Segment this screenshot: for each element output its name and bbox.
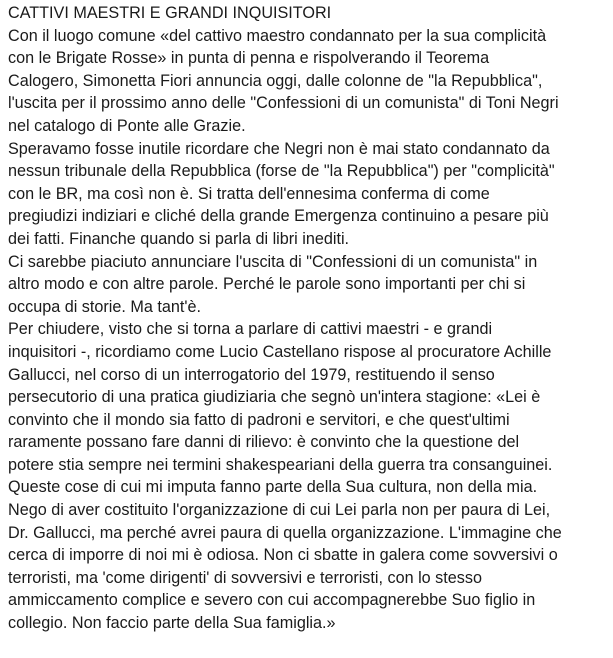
text-line: collegio. Non faccio parte della Sua famiglia.» (8, 614, 336, 633)
text-line: Gallucci, nel corso di un interrogatorio del 1979, restituendo il senso (8, 365, 495, 384)
text-line: nel catalogo di Ponte alle Grazie. (8, 116, 246, 135)
text-line: Dr. Gallucci, ma perché avrei paura di quella organizzazione. L'immagine che (8, 523, 562, 542)
text-line: dei fatti. Financhе quando si parla di libri inediti. (8, 229, 350, 248)
text-line: Per chiudere, visto che si torna a parlare di cattivi maestri - e grandi (8, 320, 493, 339)
text-line: Calogero, Simonetta Fiori annuncia oggi, dalle colonne de "la Repubblica", (8, 71, 543, 90)
text-line: cerca di imporre di noi mi è odiosa. Non ci sbatte in galera come sovversivi o (8, 546, 558, 565)
paragraph-castellano (8, 318, 610, 634)
text-line: terroristi, ma 'come dirigenti' di sovversivi e terroristi, con lo stesso (8, 568, 482, 587)
article-title: CATTIVI MAESTRI E GRANDI INQUISITORI (8, 4, 332, 22)
text-line: ammiccamento complice e severo con cui accompagnerebbe Suo figlio in (8, 591, 536, 610)
text-line: raramente possano fare danni di rilievo: è convinto che la questione del (8, 433, 520, 452)
text-line: Speravamo fosse inutile ricordare che Negri non è mai stato condannato da (8, 139, 550, 158)
paragraph-announcement (8, 251, 610, 319)
text-line: altro modo e con altre parole. Perché le parole sono importanti per chi si (8, 275, 526, 294)
paragraph-negri (8, 138, 610, 251)
text-line: l'uscita per il prossimo anno delle "Confessioni di un comunista" di Toni Negri (8, 94, 559, 113)
paragraph-intro (8, 25, 610, 138)
text-line: pregiudizi indiziari e cliché della grande Emergenza continuino a pesare più (8, 207, 549, 226)
text-line: Con il luogo comune «del cattivo maestro condannato per la sua complicità (8, 26, 547, 45)
text-line: Queste cose di cui mi imputa fanno parte della Sua cultura, non della mia. (8, 478, 538, 497)
text-line: persecutorio di una pratica giudiziaria che segnò un'intera stagione: «Lei è (8, 388, 541, 407)
text-line: Nego di aver costituito l'organizzazione di cui Lei parla non per paura di Lei, (8, 501, 551, 520)
text-line: nessun tribunale della Repubblica (forse de "la Repubblica") per "complicità" (8, 162, 555, 181)
text-line: con le Brigate Rosse» in punta di penna e rispolverando il Teorema (8, 49, 490, 68)
text-line: inquisitori -, ricordiamo come Lucio Castellano rispose al procuratore Achille (8, 342, 552, 361)
text-line: Ci sarebbe piaciuto annunciare l'uscita di "Confessioni di un comunista" in (8, 252, 538, 271)
article (8, 2, 610, 635)
text-line: potere stia sempre nei termini shakespeariani della guerra tra consanguinei. (8, 455, 553, 474)
text-line: convinto che il mondo sia fatto di padroni e servitori, e che quest'ultimi (8, 410, 510, 429)
text-line: con le BR, ma così non è. Si tratta dell'ennesima conferma di come (8, 184, 490, 203)
text-line: occupa di storie. Ma tant'è. (8, 297, 201, 316)
